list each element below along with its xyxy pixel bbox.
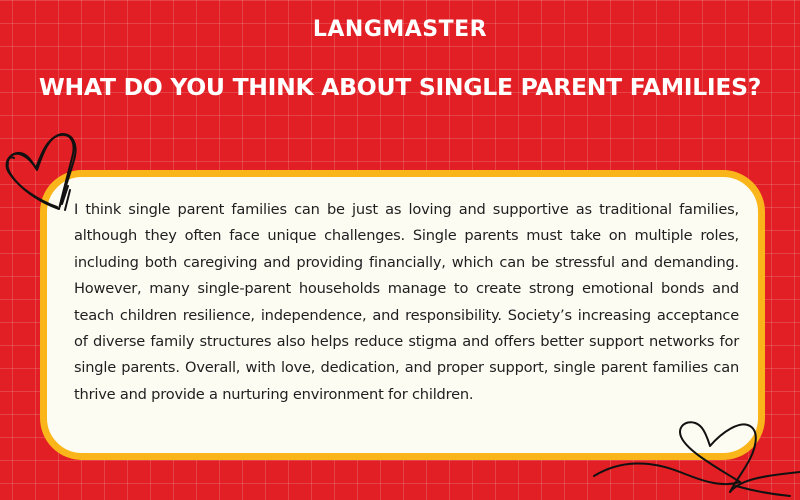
heart-doodle-icon	[2, 128, 82, 213]
answer-text: I think single parent families can be just as loving and supportive as traditional families, although they often face unique challenges. Single parents must take on multiple roles, including both caregiving and providing financially, which can be stressful and demanding. However, many single-parent households manage to create strong emotional bonds and teach children resilience, independence, and responsibility. Society’s increasing acceptance of diverse family structures also helps reduce stigma and offers better support networks for single parents. Overall, with love, dedication, and proper support, single parent families can thrive and provide a nurturing environment for children.	[74, 201, 739, 403]
brand-logo: LANGMASTER	[312, 17, 488, 42]
answer-card	[40, 170, 765, 460]
heart-ribbon-doodle-icon	[590, 420, 800, 500]
page-title: WHAT DO YOU THINK ABOUT SINGLE PARENT FAMILIES?	[38, 73, 762, 101]
